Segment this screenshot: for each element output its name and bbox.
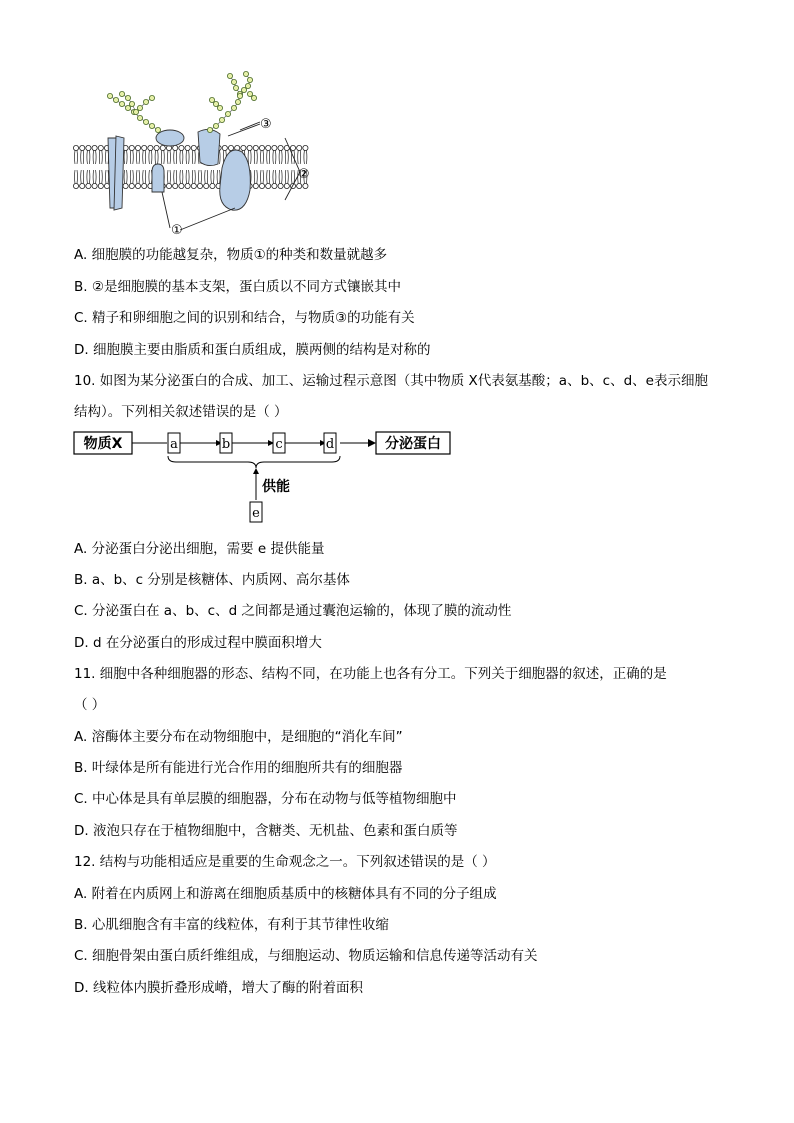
q12-option-d: D. 线粒体内膜折叠形成嵴，增大了酶的附着面积	[74, 980, 363, 996]
q9-option-a: A. 细胞膜的功能越复杂，物质①的种类和数量就越多	[74, 247, 388, 263]
sugar-bead	[149, 123, 154, 128]
sugar-bead	[225, 111, 230, 116]
sugar-bead	[247, 91, 252, 96]
sugar-bead	[235, 99, 240, 104]
sugar-bead	[155, 127, 160, 132]
glycoprotein	[198, 129, 220, 165]
peripheral-protein	[156, 130, 184, 146]
box-e: e	[252, 506, 260, 521]
embedded-protein	[152, 164, 164, 192]
q9-option-b: B. ②是细胞膜的基本支架，蛋白质以不同方式镶嵌其中	[74, 279, 401, 295]
cell-membrane-figure	[70, 68, 320, 238]
secretory-protein-flow-diagram	[72, 428, 462, 528]
sugar-bead	[231, 79, 236, 84]
sugar-bead	[241, 87, 246, 92]
box-d: d	[325, 437, 335, 452]
large-protein	[220, 150, 251, 210]
sugar-bead	[219, 117, 224, 122]
sugar-bead	[143, 99, 148, 104]
q10-option-d: D. d 在分泌蛋白的形成过程中膜面积增大	[74, 635, 322, 651]
box-c: c	[275, 437, 283, 452]
q10-stem-line2: 结构）。下列相关叙述错误的是（ ）	[74, 404, 288, 420]
q10-option-b: B. a、b、c 分别是核糖体、内质网、高尔基体	[74, 572, 350, 588]
box-substance-x: 物质X	[83, 436, 123, 452]
q11-option-c: C. 中心体是具有单层膜的细胞器，分布在动物与低等植物细胞中	[74, 791, 457, 807]
sugar-bead	[237, 93, 242, 98]
sugar-bead	[213, 123, 218, 128]
label-3: ③	[260, 117, 272, 132]
sugar-bead	[243, 71, 248, 76]
q10-option-a: A. 分泌蛋白分泌出细胞，需要 e 提供能量	[74, 541, 325, 557]
sugar-bead	[133, 109, 138, 114]
box-secretory-protein: 分泌蛋白	[385, 436, 441, 452]
q10-option-c: C. 分泌蛋白在 a、b、c、d 之间都是通过囊泡运输的，体现了膜的流动性	[74, 603, 512, 619]
sugar-bead	[107, 93, 112, 98]
sugar-bead	[207, 127, 212, 132]
sugar-bead	[129, 101, 134, 106]
box-b: b	[221, 437, 231, 452]
sugar-bead	[209, 97, 214, 102]
sugar-bead	[137, 105, 142, 110]
q11-stem-line1: 11. 细胞中各种细胞器的形态、结构不同，在功能上也各有分工。下列关于细胞器的叙述，正确的是	[74, 666, 667, 682]
q9-option-d: D. 细胞膜主要由脂质和蛋白质组成，膜两侧的结构是对称的	[74, 342, 431, 358]
sugar-bead	[125, 95, 130, 100]
sugar-bead	[149, 95, 154, 100]
q11-option-a: A. 溶酶体主要分布在动物细胞中，是细胞的“消化车间”	[74, 729, 403, 745]
supply-energy-label: 供能	[262, 479, 290, 495]
box-a: a	[170, 437, 178, 452]
sugar-bead	[245, 83, 250, 88]
transmembrane-protein	[114, 136, 124, 210]
sugar-bead	[231, 105, 236, 110]
sugar-bead	[113, 97, 118, 102]
q11-option-d: D. 液泡只存在于植物细胞中，含糖类、无机盐、色素和蛋白质等	[74, 823, 458, 839]
sugar-bead	[233, 85, 238, 90]
q12-stem: 12. 结构与功能相适应是重要的生命观念之一。下列叙述错误的是（ ）	[74, 854, 496, 870]
q12-option-b: B. 心肌细胞含有丰富的线粒体，有利于其节律性收缩	[74, 917, 389, 933]
glycocalyx-chains	[107, 71, 256, 132]
q11-stem-line2: （ ）	[74, 697, 106, 713]
sugar-bead	[119, 101, 124, 106]
q9-option-c: C. 精子和卵细胞之间的识别和结合，与物质③的功能有关	[74, 310, 415, 326]
q10-stem-line1: 10. 如图为某分泌蛋白的合成、加工、运输过程示意图（其中物质 X代表氨基酸；a、b、c、d、e表示细胞	[74, 373, 708, 389]
sugar-bead	[125, 105, 130, 110]
q12-option-a: A. 附着在内质网上和游离在细胞质基质中的核糖体具有不同的分子组成	[74, 886, 497, 902]
q11-option-b: B. 叶绿体是所有能进行光合作用的细胞所共有的细胞器	[74, 760, 403, 776]
sugar-bead	[143, 119, 148, 124]
sugar-bead	[213, 101, 218, 106]
q12-option-c: C. 细胞骨架由蛋白质纤维组成，与细胞运动、物质运输和信息传递等活动有关	[74, 948, 538, 964]
sugar-bead	[137, 115, 142, 120]
label-1: ①	[171, 223, 183, 238]
sugar-bead	[251, 95, 256, 100]
label-2: ②	[298, 167, 310, 182]
sugar-bead	[227, 73, 232, 78]
sugar-bead	[217, 105, 222, 110]
sugar-bead	[247, 77, 252, 82]
sugar-bead	[119, 91, 124, 96]
